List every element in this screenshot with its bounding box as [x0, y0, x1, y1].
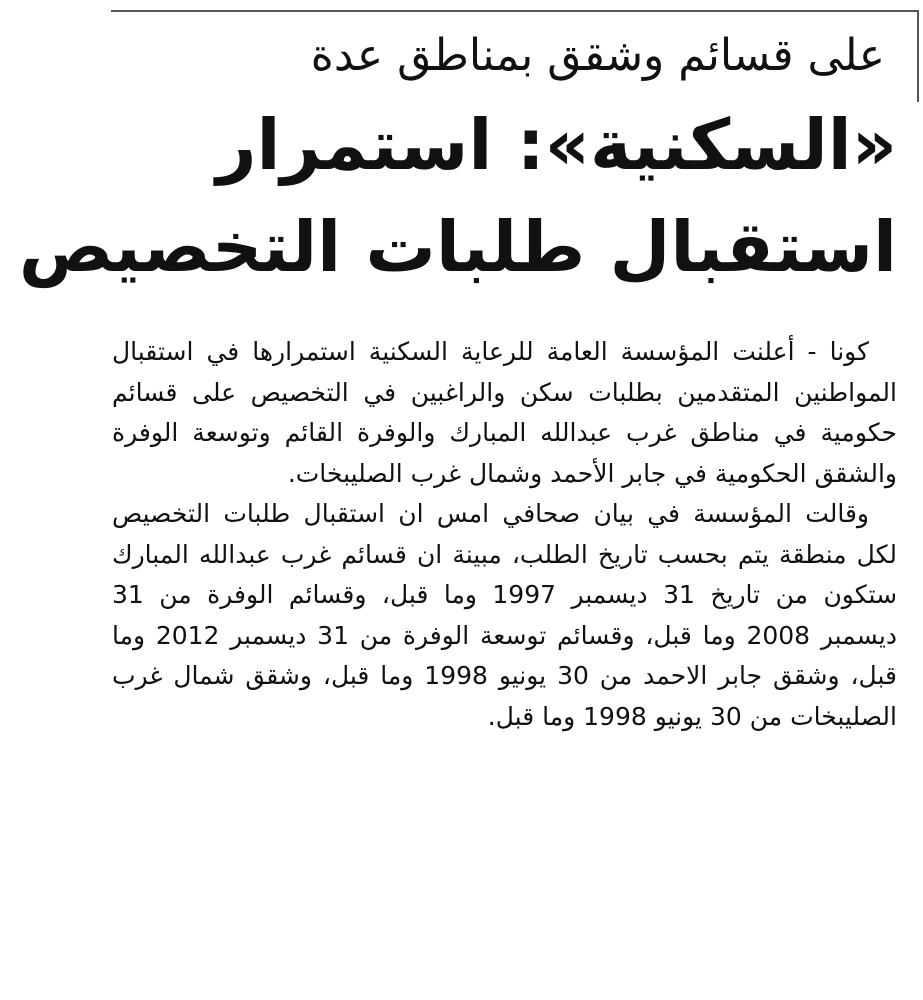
column-right-rule	[917, 10, 919, 102]
article-paragraph-1: كونا - أعلنت المؤسسة العامة للرعاية السكنية استمرارها في استقبال المواطنين المتقدمين بطلبات سكن والراغبين في التخصيص على قسائم حكومية في مناطق غرب عبدالله المبارك والوفرة القائم وتوسعة الوفرة والشقق الحكومية في جابر الأحمد وشمال غرب الصليبخات.	[112, 337, 897, 488]
article-body	[112, 332, 897, 737]
column-top-rule	[111, 10, 919, 12]
article-paragraph-2: وقالت المؤسسة في بيان صحافي امس ان استقبال طلبات التخصيص لكل منطقة يتم بحسب تاريخ الطلب، مبينة ان قسائم غرب عبدالله المبارك ستكون من تاريخ 31 ديسمبر 1997 وما قبل، وقسائم الوفرة من 31 ديسمبر 2008 وما قبل، وقسائم توسعة الوفرة من 31 ديسمبر 2012 وما قبل، وشقق جابر الاحمد من 30 يونيو 1998 وما قبل، وشقق شمال غرب الصليبخات من 30 يونيو 1998 وما قبل.	[112, 499, 898, 731]
headline-line-2: استقبال طلبات التخصيص	[18, 206, 897, 288]
article-subheadline: على قسائم وشقق بمناطق عدة	[310, 30, 885, 81]
news-article	[18, 28, 898, 737]
article-headline	[18, 94, 897, 298]
headline-line-1: «السكنية»: استمرار	[216, 104, 897, 186]
